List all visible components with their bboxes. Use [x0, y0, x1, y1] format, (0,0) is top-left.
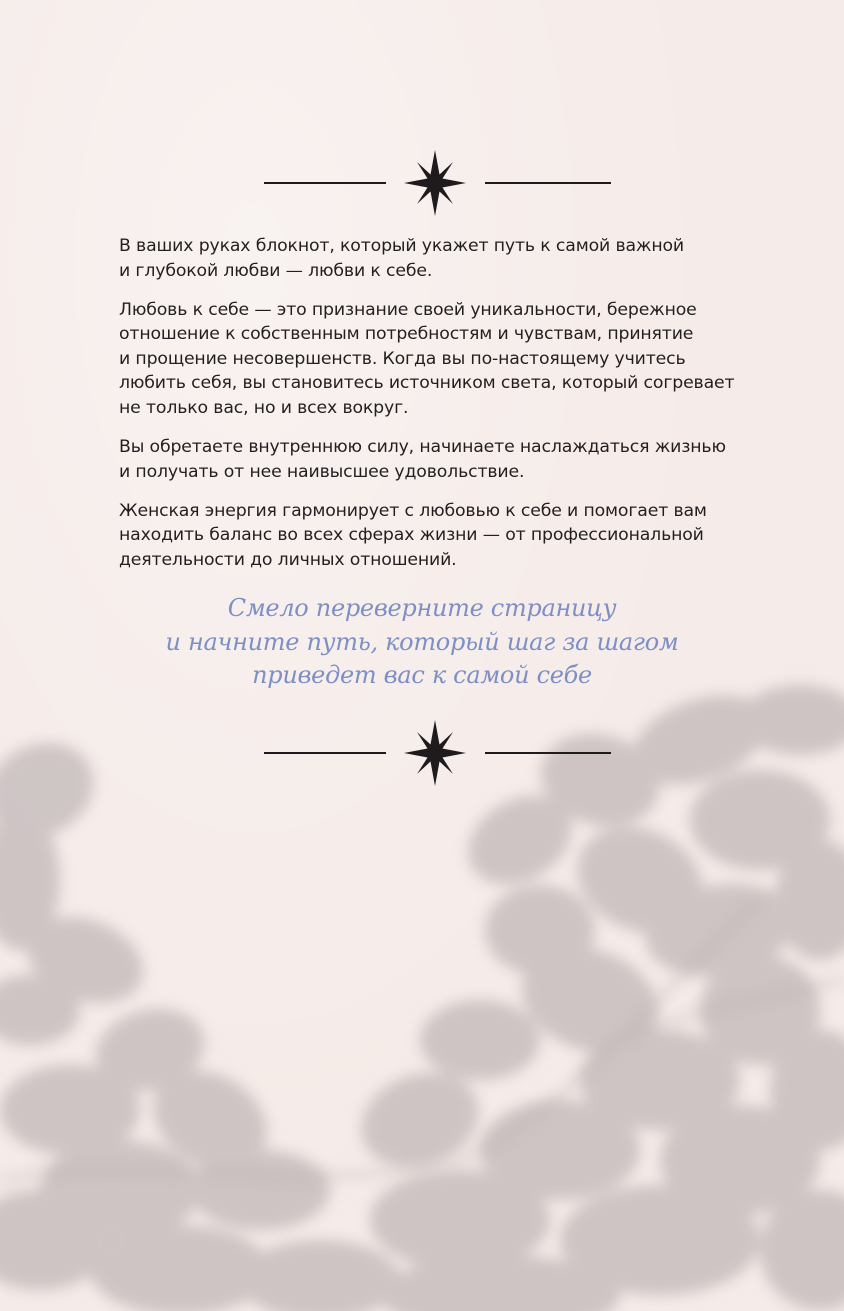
- ornament-line-right: [485, 182, 611, 184]
- body-text: [119, 234, 739, 587]
- text-line: В ваших руках блокнот, который укажет путь к самой важной: [119, 236, 684, 256]
- ornament-line-left: [264, 752, 386, 754]
- text-line: и получать от нее наивысшее удовольствие.: [119, 461, 525, 482]
- text-line: Женская энергия гармонирует с любовью к себе и помогает вам: [119, 500, 707, 521]
- top-ornament-divider: [0, 148, 844, 218]
- paragraph-2: [119, 298, 739, 421]
- text-line: деятельности до личных отношений.: [119, 550, 457, 571]
- eight-point-star-icon: [402, 718, 468, 788]
- italic-quote: [0, 592, 844, 693]
- paragraph-4: [119, 499, 739, 573]
- ornament-line-right: [485, 752, 611, 754]
- text-line: находить баланс во всех сферах жизни — от профессиональной: [119, 525, 704, 546]
- text-line: любить себя, вы становитесь источником света, который согревает: [119, 373, 735, 394]
- quote-line: Смело переверните страницу: [227, 594, 617, 622]
- ornament-line-left: [264, 182, 386, 184]
- paragraph-3: [119, 435, 739, 484]
- text-line: и прощение несовершенств. Когда вы по-настоящему учитесь: [119, 348, 686, 369]
- bottom-ornament-divider: [0, 718, 844, 788]
- text-line: Вы обретаете внутреннюю силу, начинаете наслаждаться жизнью: [119, 437, 726, 458]
- paragraph-1: [119, 234, 739, 283]
- text-line: не только вас, но и всех вокруг.: [119, 398, 409, 419]
- text-line: и глубокой любви — любви к себе.: [119, 260, 433, 281]
- quote-line: приведет вас к самой себе: [252, 661, 592, 689]
- text-line: Любовь к себе — это признание своей уникальности, бережное: [119, 299, 697, 320]
- quote-line: и начните путь, который шаг за шагом: [165, 627, 679, 656]
- text-line: отношение к собственным потребностям и чувствам, принятие: [119, 324, 694, 345]
- eight-point-star-icon: [402, 148, 468, 218]
